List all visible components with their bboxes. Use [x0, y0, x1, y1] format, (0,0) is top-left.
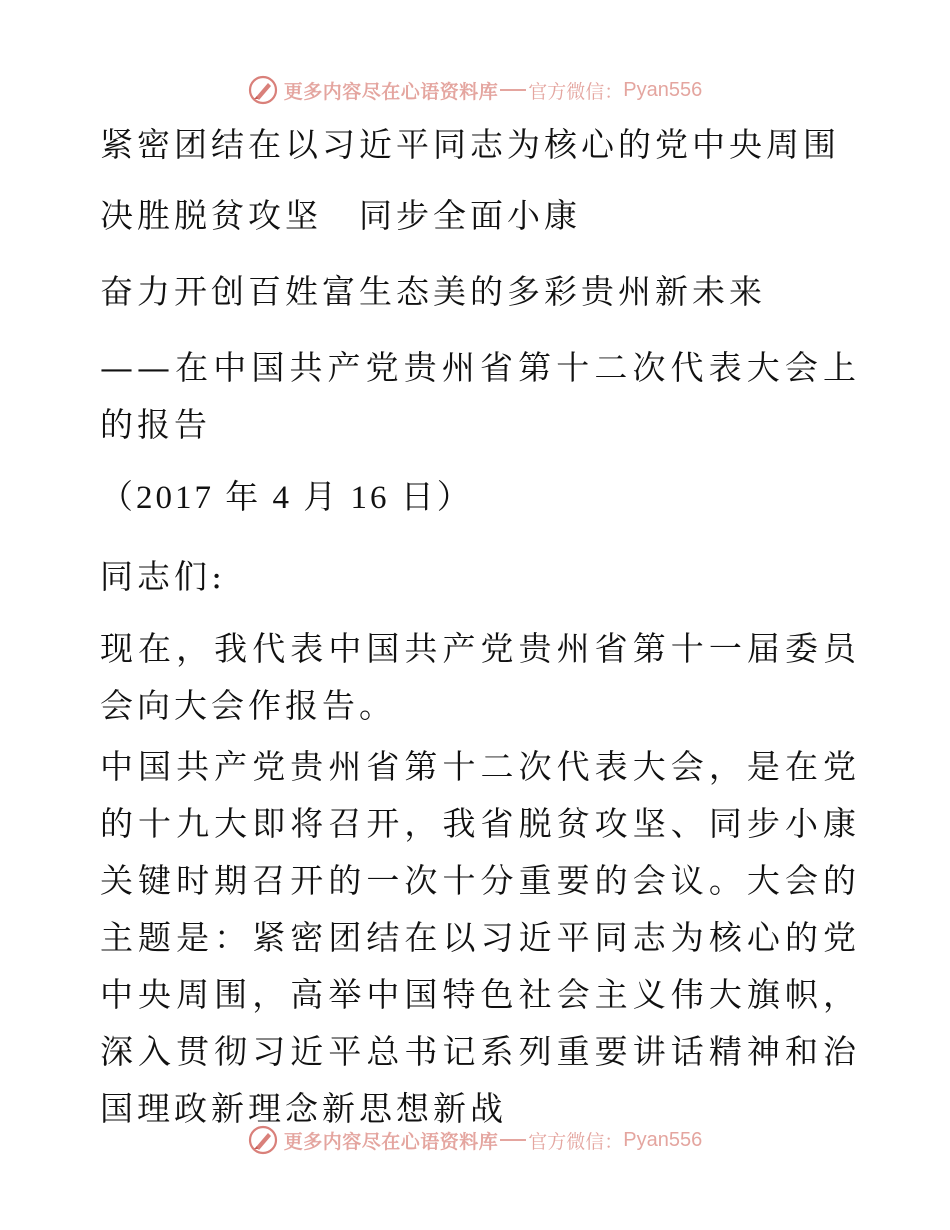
paragraph-2: 中国共产党贵州省第十二次代表大会，是在党的十九大即将召开，我省脱贫攻坚、同步小康关键时期召开的一次十分重要的会议。大会的主题是：紧密团结在以习近平同志为核心的党中央周围，高举中国特色社会主义伟大旗帜，深入贯彻习近平总书记系列重要讲话精神和治国理政新理念新思想新战: [100, 747, 860, 1128]
watermark-dash: [500, 89, 526, 91]
pen-logo-icon: [248, 75, 278, 105]
watermark-footer: [0, 1120, 950, 1160]
report-date: （2017 年 4 月 16 日）: [100, 480, 473, 516]
watermark-text: 更多内容尽在心语资料库: [283, 80, 499, 103]
watermark-wechat-id: Pyan556: [623, 1128, 703, 1151]
title-line-3: 奋力开创百姓富生态美的多彩贵州新未来: [100, 272, 766, 311]
report-subtitle: ——在中国共产党贵州省第十二次代表大会上的报告: [100, 348, 860, 444]
title-line-1: 紧密团结在以习近平同志为核心的党中央周围: [100, 125, 840, 164]
watermark-official: 官方微信：: [528, 1130, 624, 1153]
watermark-wechat-id: Pyan556: [623, 78, 703, 101]
watermark-dash: [500, 1139, 526, 1141]
paragraph-1: 现在，我代表中国共产党贵州省第十一届委员会向大会作报告。: [100, 629, 860, 725]
watermark-header: [0, 70, 950, 110]
watermark-official: 官方微信：: [528, 80, 624, 103]
salutation: 同志们:: [100, 557, 227, 596]
watermark-text: 更多内容尽在心语资料库: [283, 1130, 499, 1153]
pen-logo-icon: [248, 1125, 278, 1155]
title-line-2: 决胜脱贫攻坚 同步全面小康: [100, 196, 581, 235]
